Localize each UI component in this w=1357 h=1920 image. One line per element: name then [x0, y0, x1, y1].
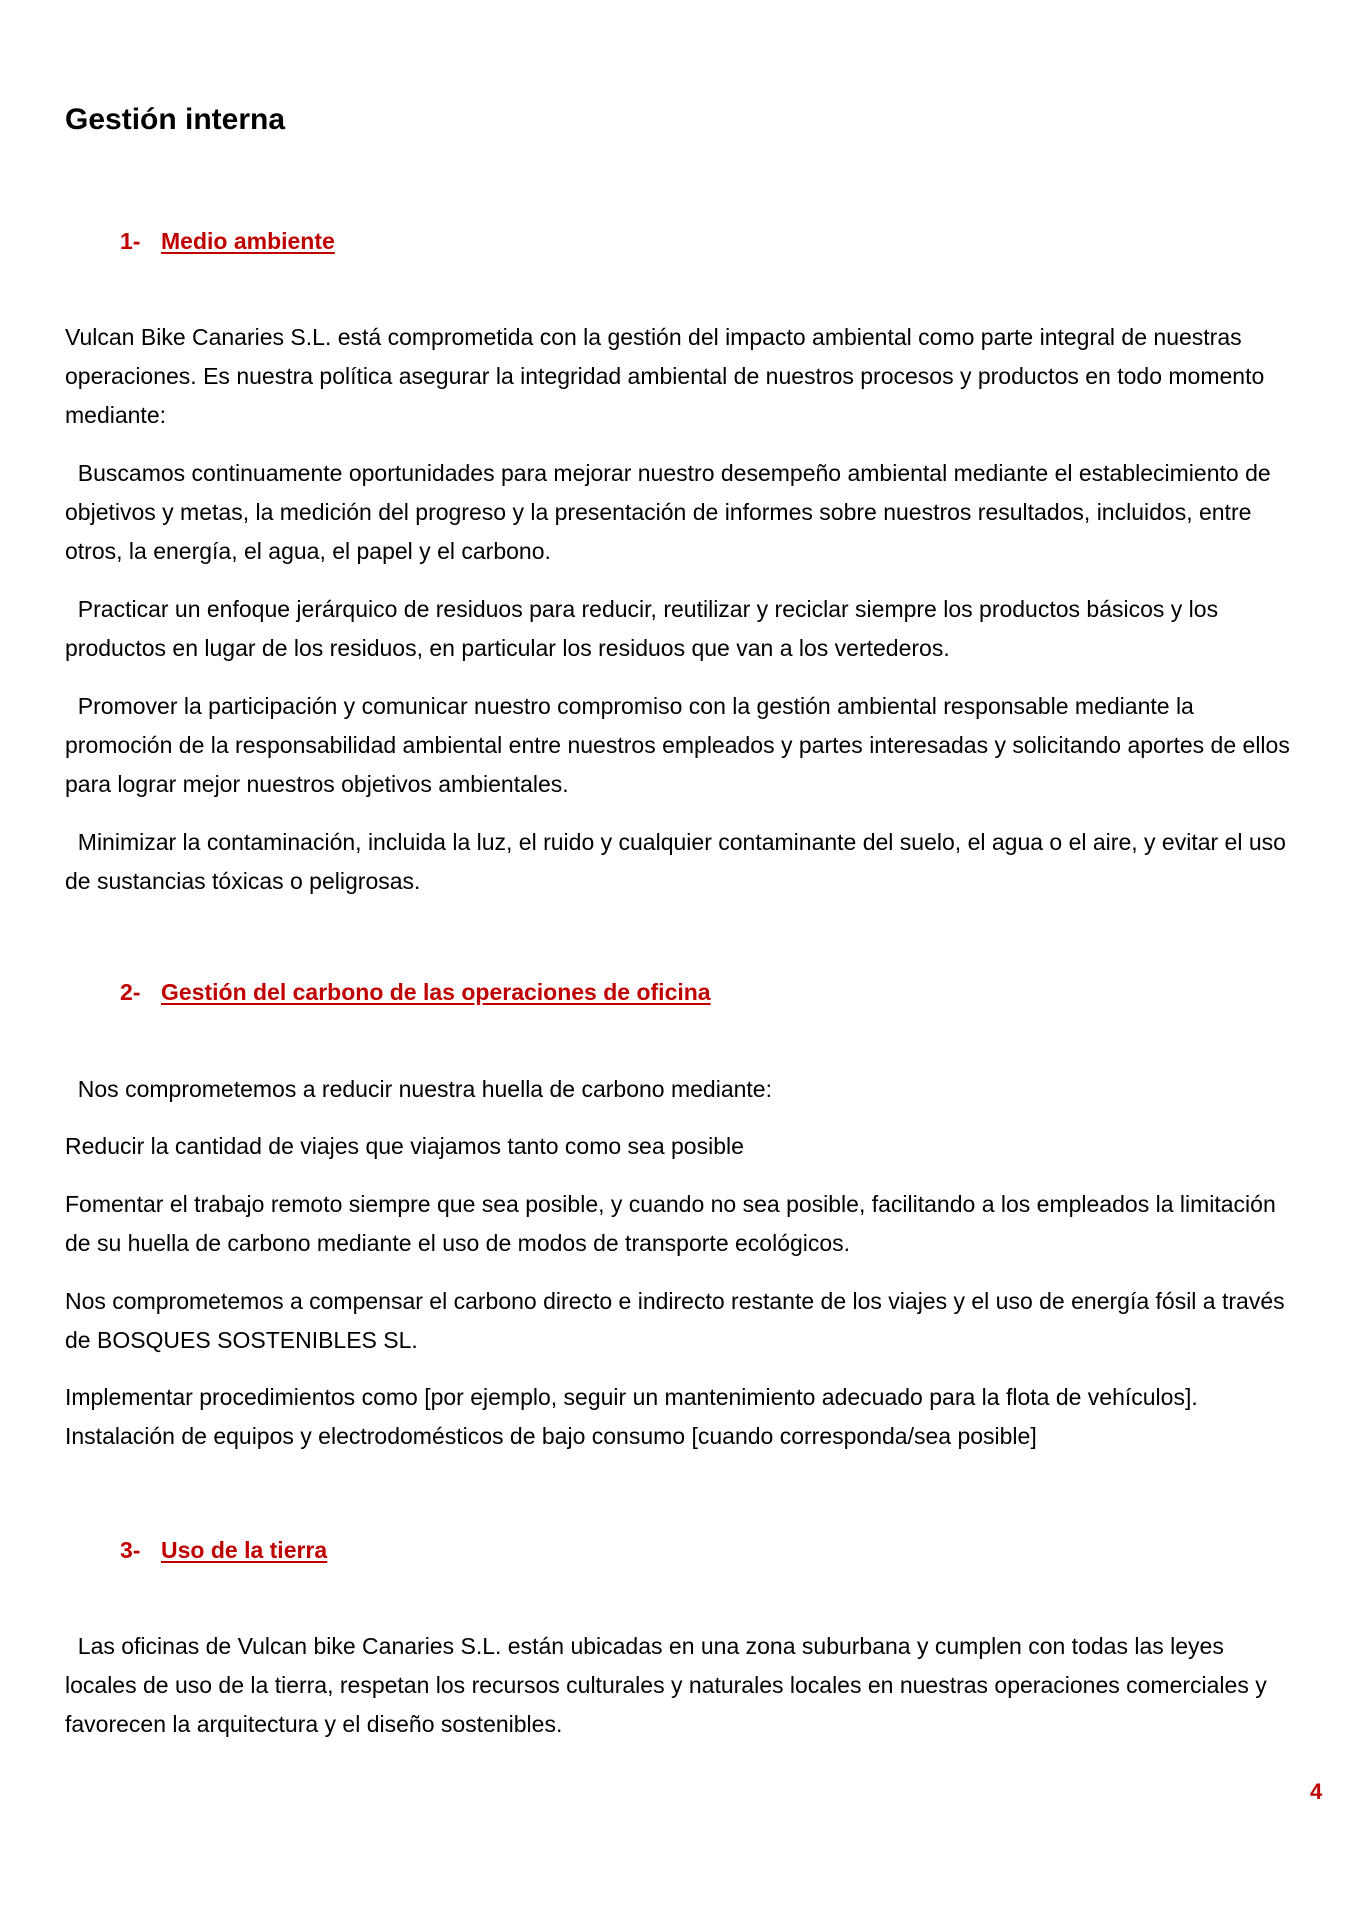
paragraph: Promover la participación y comunicar nuestro compromiso con la gestión ambiental responsable mediante la promoción de la responsabilidad ambiental entre nuestros empleados y partes interesadas y solicitando aportes de ellos para lograr mejor nuestros objetivos ambientales.	[65, 693, 1290, 797]
section-heading-medio-ambiente	[120, 226, 335, 256]
paragraph: Vulcan Bike Canaries S.L. está comprometida con la gestión del impacto ambiental como parte integral de nuestras operaciones. Es nuestra política asegurar la integridad ambiental de nuestros procesos y productos en todo momento mediante:	[65, 324, 1265, 428]
section-title: Uso de la tierra	[161, 1537, 328, 1563]
paragraph: Implementar procedimientos como [por ejemplo, seguir un mantenimiento adecuado para la flota de vehículos]. Instalación de equipos y electrodomésticos de bajo consumo [cuando corresponda/sea posible]	[65, 1384, 1198, 1449]
page-title: Gestión interna	[65, 103, 286, 136]
paragraph: Las oficinas de Vulcan bike Canaries S.L. están ubicadas en una zona suburbana y cumplen con todas las leyes locales de uso de la tierra, respetan los recursos culturales y naturales locales en nuestras operaciones comerciales y favorecen la arquitectura y el diseño sostenibles.	[65, 1633, 1267, 1737]
section-number: 3-	[120, 1537, 141, 1563]
paragraph: Practicar un enfoque jerárquico de residuos para reducir, reutilizar y reciclar siempre los productos básicos y los productos en lugar de los residuos, en particular los residuos que van a los vertederos.	[65, 596, 1219, 661]
page-number: 4	[1310, 1779, 1323, 1804]
paragraph: Buscamos continuamente oportunidades para mejorar nuestro desempeño ambiental mediante el establecimiento de objetivos y metas, la medición del progreso y la presentación de informes sobre nuestros resultados, incluidos, entre otros, la energía, el agua, el papel y el carbono.	[65, 460, 1271, 564]
paragraph: Fomentar el trabajo remoto siempre que sea posible, y cuando no sea posible, facilitando a los empleados la limitación de su huella de carbono mediante el uso de modos de transporte ecológicos.	[65, 1191, 1276, 1256]
paragraph: Minimizar la contaminación, incluida la luz, el ruido y cualquier contaminante del suelo, el agua o el aire, y evitar el uso de sustancias tóxicas o peligrosas.	[65, 829, 1286, 894]
section-heading-uso-tierra	[120, 1535, 327, 1565]
section-title: Gestión del carbono de las operaciones de oficina	[161, 979, 711, 1005]
paragraph: Nos comprometemos a reducir nuestra huella de carbono mediante:	[65, 1076, 772, 1102]
section-heading-gestion-carbono	[120, 977, 711, 1007]
paragraph: Reducir la cantidad de viajes que viajamos tanto como sea posible	[65, 1133, 744, 1159]
section-number: 2-	[120, 979, 141, 1005]
section-number: 1-	[120, 228, 141, 254]
paragraph: Nos comprometemos a compensar el carbono directo e indirecto restante de los viajes y el uso de energía fósil a través de BOSQUES SOSTENIBLES SL.	[65, 1288, 1285, 1353]
section-title: Medio ambiente	[161, 228, 335, 254]
